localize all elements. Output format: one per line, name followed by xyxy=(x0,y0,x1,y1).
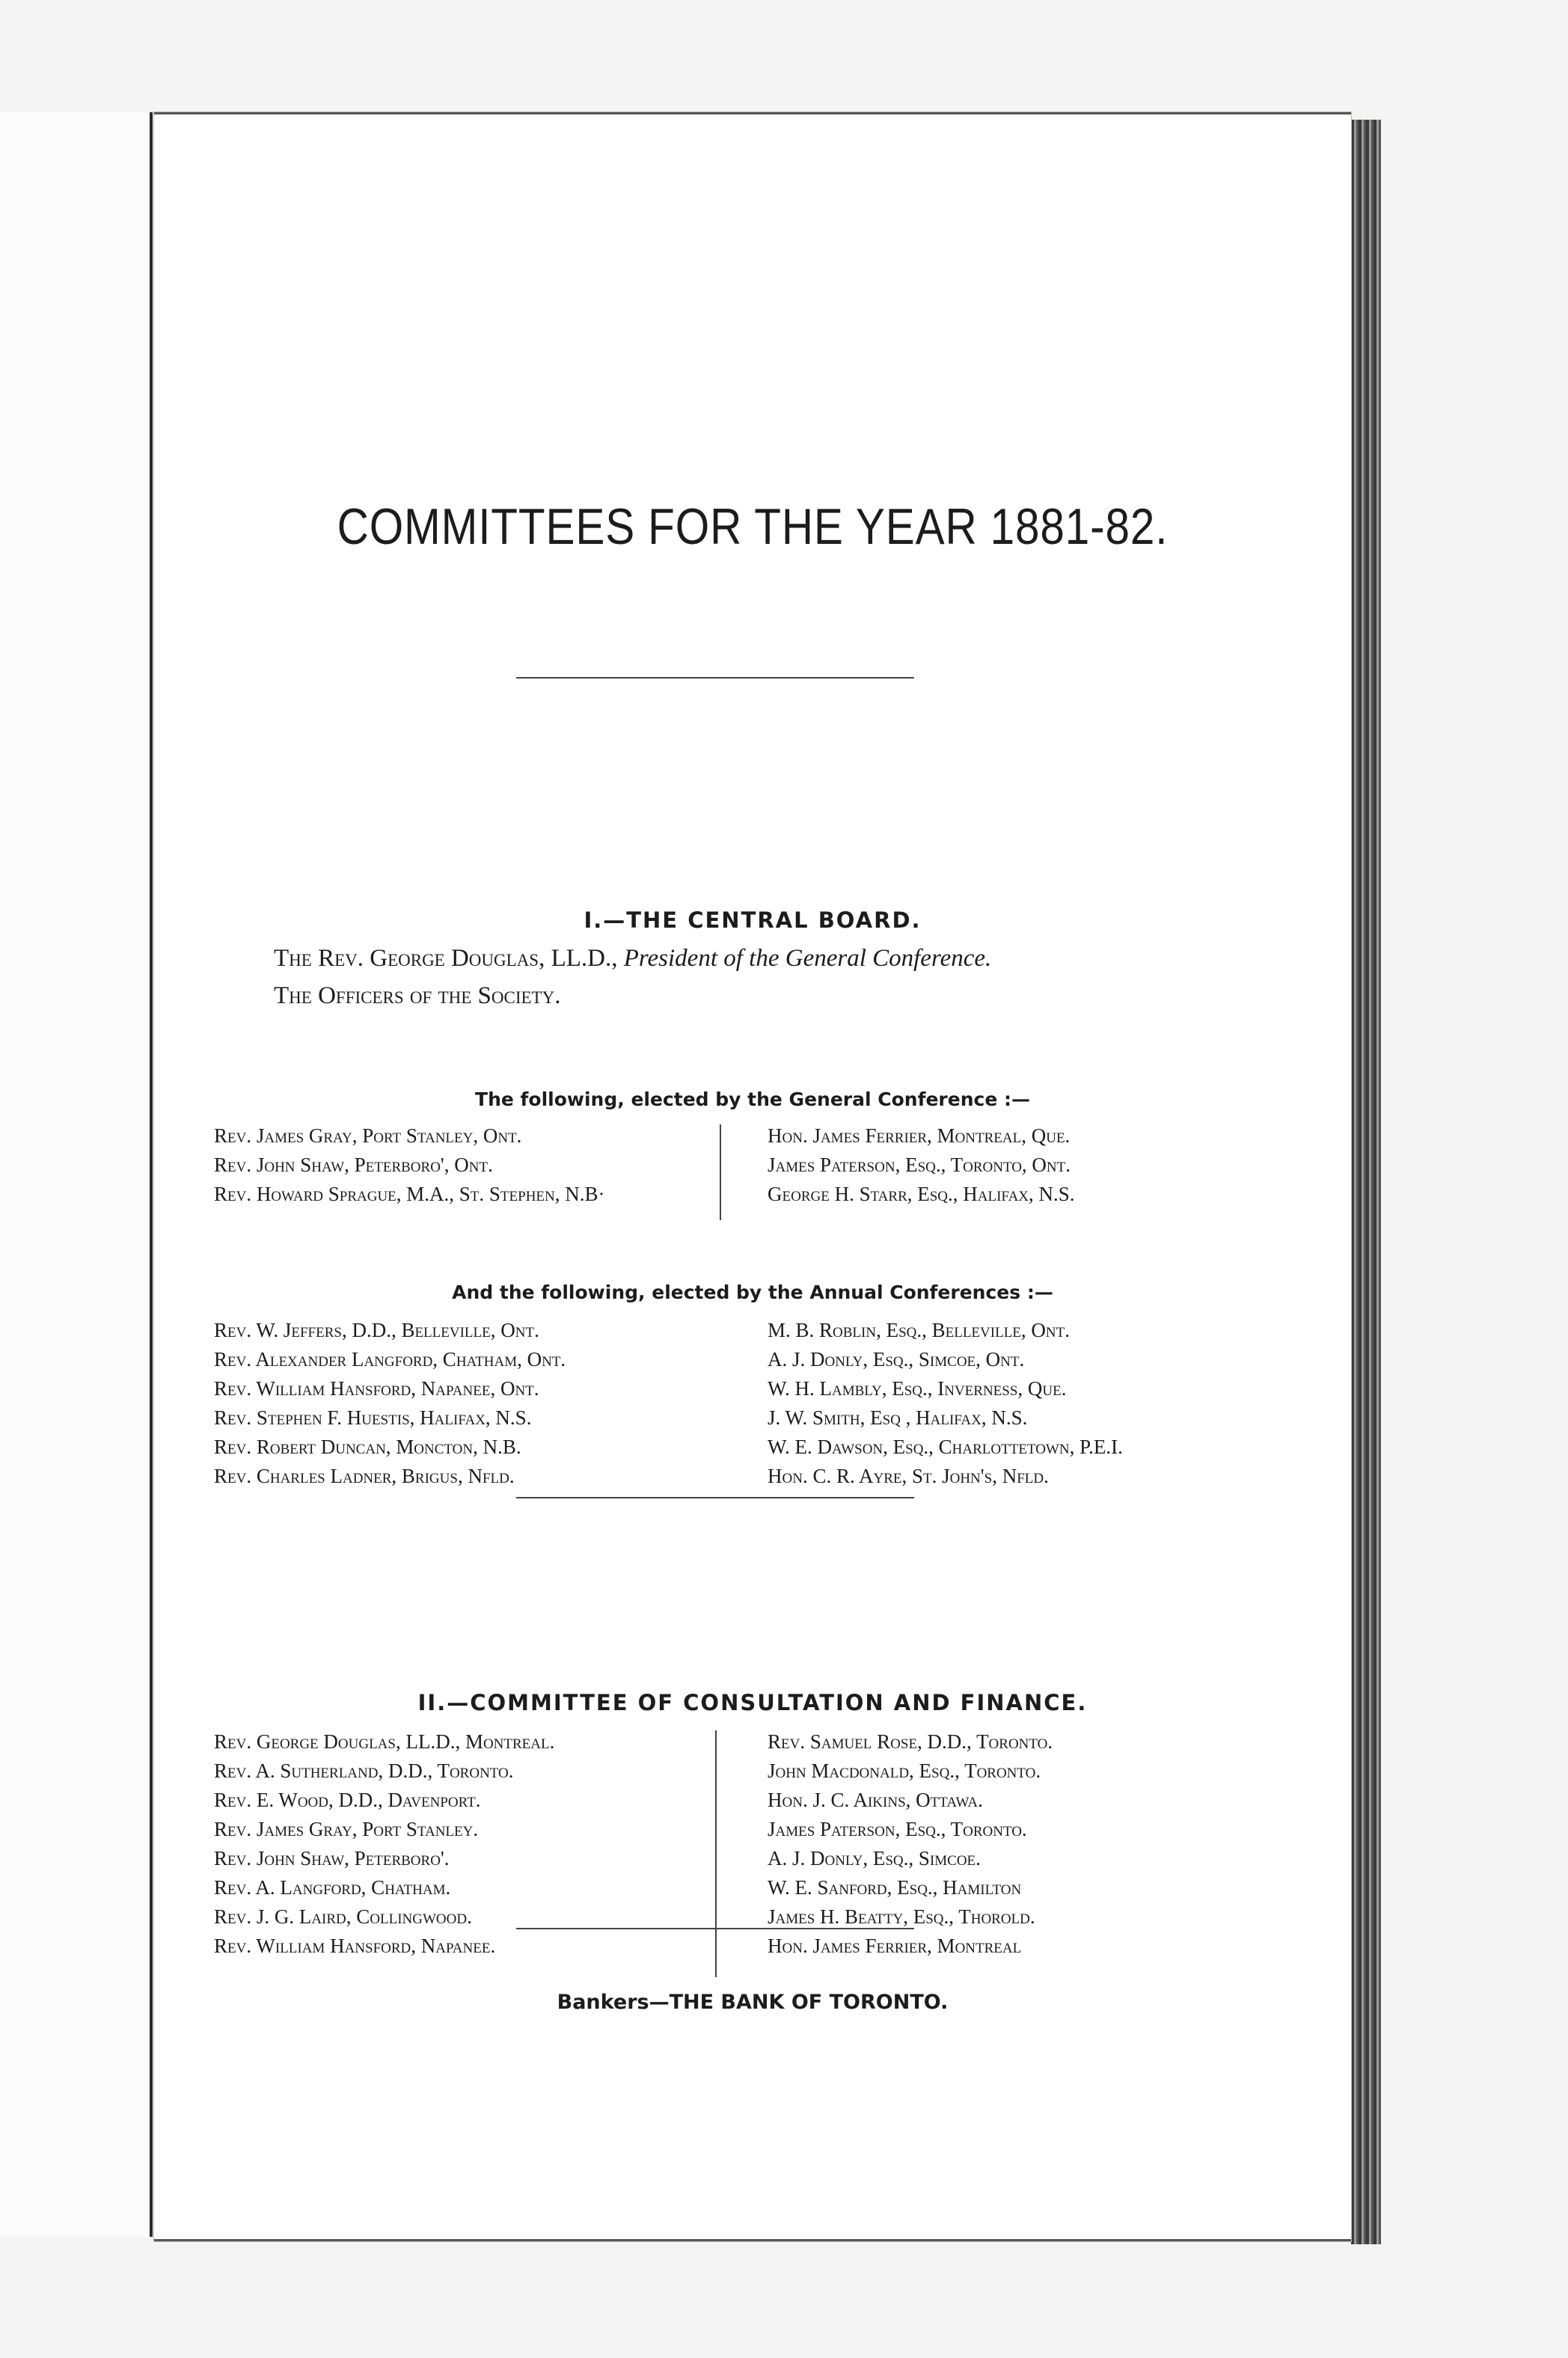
list-item: John Macdonald, Esq., Toronto. xyxy=(768,1760,1041,1782)
page-edges xyxy=(1351,120,1381,2244)
facing-page xyxy=(0,112,153,2237)
consultation-heading: II.—COMMITTEE OF CONSULTATION AND FINANCE. xyxy=(417,1690,1088,1715)
bottom-divider xyxy=(516,1928,914,1929)
list-item: Rev. Samuel Rose, D.D., Toronto. xyxy=(768,1730,1053,1753)
list-item: Rev. Robert Duncan, Moncton, N.B. xyxy=(214,1436,521,1458)
list-item: Rev. John Shaw, Peterboro'. xyxy=(214,1847,450,1869)
list-item: W. E. Sanford, Esq., Hamilton xyxy=(768,1876,1022,1899)
list-item: M. B. Roblin, Esq., Belleville, Ont. xyxy=(768,1319,1070,1341)
document-page xyxy=(154,112,1351,2241)
president-role: President of the General Conference. xyxy=(623,945,992,972)
column-divider xyxy=(720,1124,721,1220)
list-item: Rev. Stephen F. Huestis, Halifax, N.S. xyxy=(214,1406,532,1429)
list-item: Hon. James Ferrier, Montreal xyxy=(768,1935,1022,1957)
list-item: W. H. Lambly, Esq., Inverness, Que. xyxy=(768,1377,1067,1400)
list-item: Rev. Alexander Langford, Chatham, Ont. xyxy=(214,1348,566,1371)
list-item: Rev. Charles Ladner, Brigus, Nfld. xyxy=(214,1465,515,1487)
general-left-column xyxy=(214,1121,605,1209)
list-item: George H. Starr, Esq., Halifax, N.S. xyxy=(768,1183,1075,1205)
general-right-column xyxy=(768,1121,1075,1209)
list-item: James Paterson, Esq., Toronto, Ont. xyxy=(768,1154,1071,1176)
list-item: Hon. James Ferrier, Montreal, Que. xyxy=(768,1124,1071,1147)
list-item: Rev. John Shaw, Peterboro', Ont. xyxy=(214,1154,493,1176)
list-item: W. E. Dawson, Esq., Charlottetown, P.E.I. xyxy=(768,1436,1123,1458)
list-item: Rev. William Hansford, Napanee, Ont. xyxy=(214,1377,539,1400)
officers-line: The Officers of the Society. xyxy=(274,982,561,1009)
page-title: COMMITTEES FOR THE YEAR 1881-82. xyxy=(337,498,1169,555)
bankers-line: Bankers—THE BANK OF TORONTO. xyxy=(557,1991,949,2014)
list-item: Hon. C. R. Ayre, St. John's, Nfld. xyxy=(768,1465,1049,1487)
annual-conferences-intro: And the following, elected by the Annual Conferences :— xyxy=(452,1281,1053,1303)
list-item: Rev. Howard Sprague, M.A., St. Stephen, N.B· xyxy=(214,1183,605,1205)
list-item: Rev. J. G. Laird, Collingwood. xyxy=(214,1905,472,1928)
president-line xyxy=(274,945,991,973)
title-divider xyxy=(516,677,914,679)
list-item: J. W. Smith, Esq , Halifax, N.S. xyxy=(768,1406,1028,1429)
section-divider xyxy=(516,1497,914,1498)
general-conference-intro: The following, elected by the General Conference :— xyxy=(475,1088,1030,1110)
list-item: Rev. James Gray, Port Stanley, Ont. xyxy=(214,1124,522,1147)
list-item: Rev. William Hansford, Napanee. xyxy=(214,1935,496,1957)
annual-left-column xyxy=(214,1316,566,1491)
list-item: Rev. A. Langford, Chatham. xyxy=(214,1876,451,1899)
consultation-right-column xyxy=(768,1727,1053,1961)
list-item: Rev. W. Jeffers, D.D., Belleville, Ont. xyxy=(214,1319,539,1341)
list-item: James Paterson, Esq., Toronto. xyxy=(768,1818,1027,1840)
list-item: Rev. A. Sutherland, D.D., Toronto. xyxy=(214,1760,514,1782)
list-item: Hon. J. C. Aikins, Ottawa. xyxy=(768,1789,983,1811)
annual-right-column xyxy=(768,1316,1123,1491)
list-item: Rev. George Douglas, LL.D., Montreal. xyxy=(214,1730,555,1753)
list-item: A. J. Donly, Esq., Simcoe, Ont. xyxy=(768,1348,1025,1371)
list-item: A. J. Donly, Esq., Simcoe. xyxy=(768,1847,981,1869)
list-item: Rev. James Gray, Port Stanley. xyxy=(214,1818,479,1840)
list-item: James H. Beatty, Esq., Thorold. xyxy=(768,1905,1035,1928)
president-name: The Rev. George Douglas, LL.D., xyxy=(274,945,618,972)
list-item: Rev. E. Wood, D.D., Davenport. xyxy=(214,1789,481,1811)
column-divider xyxy=(715,1730,717,1977)
consultation-left-column xyxy=(214,1727,554,1961)
central-board-heading: I.—THE CENTRAL BOARD. xyxy=(584,907,922,933)
